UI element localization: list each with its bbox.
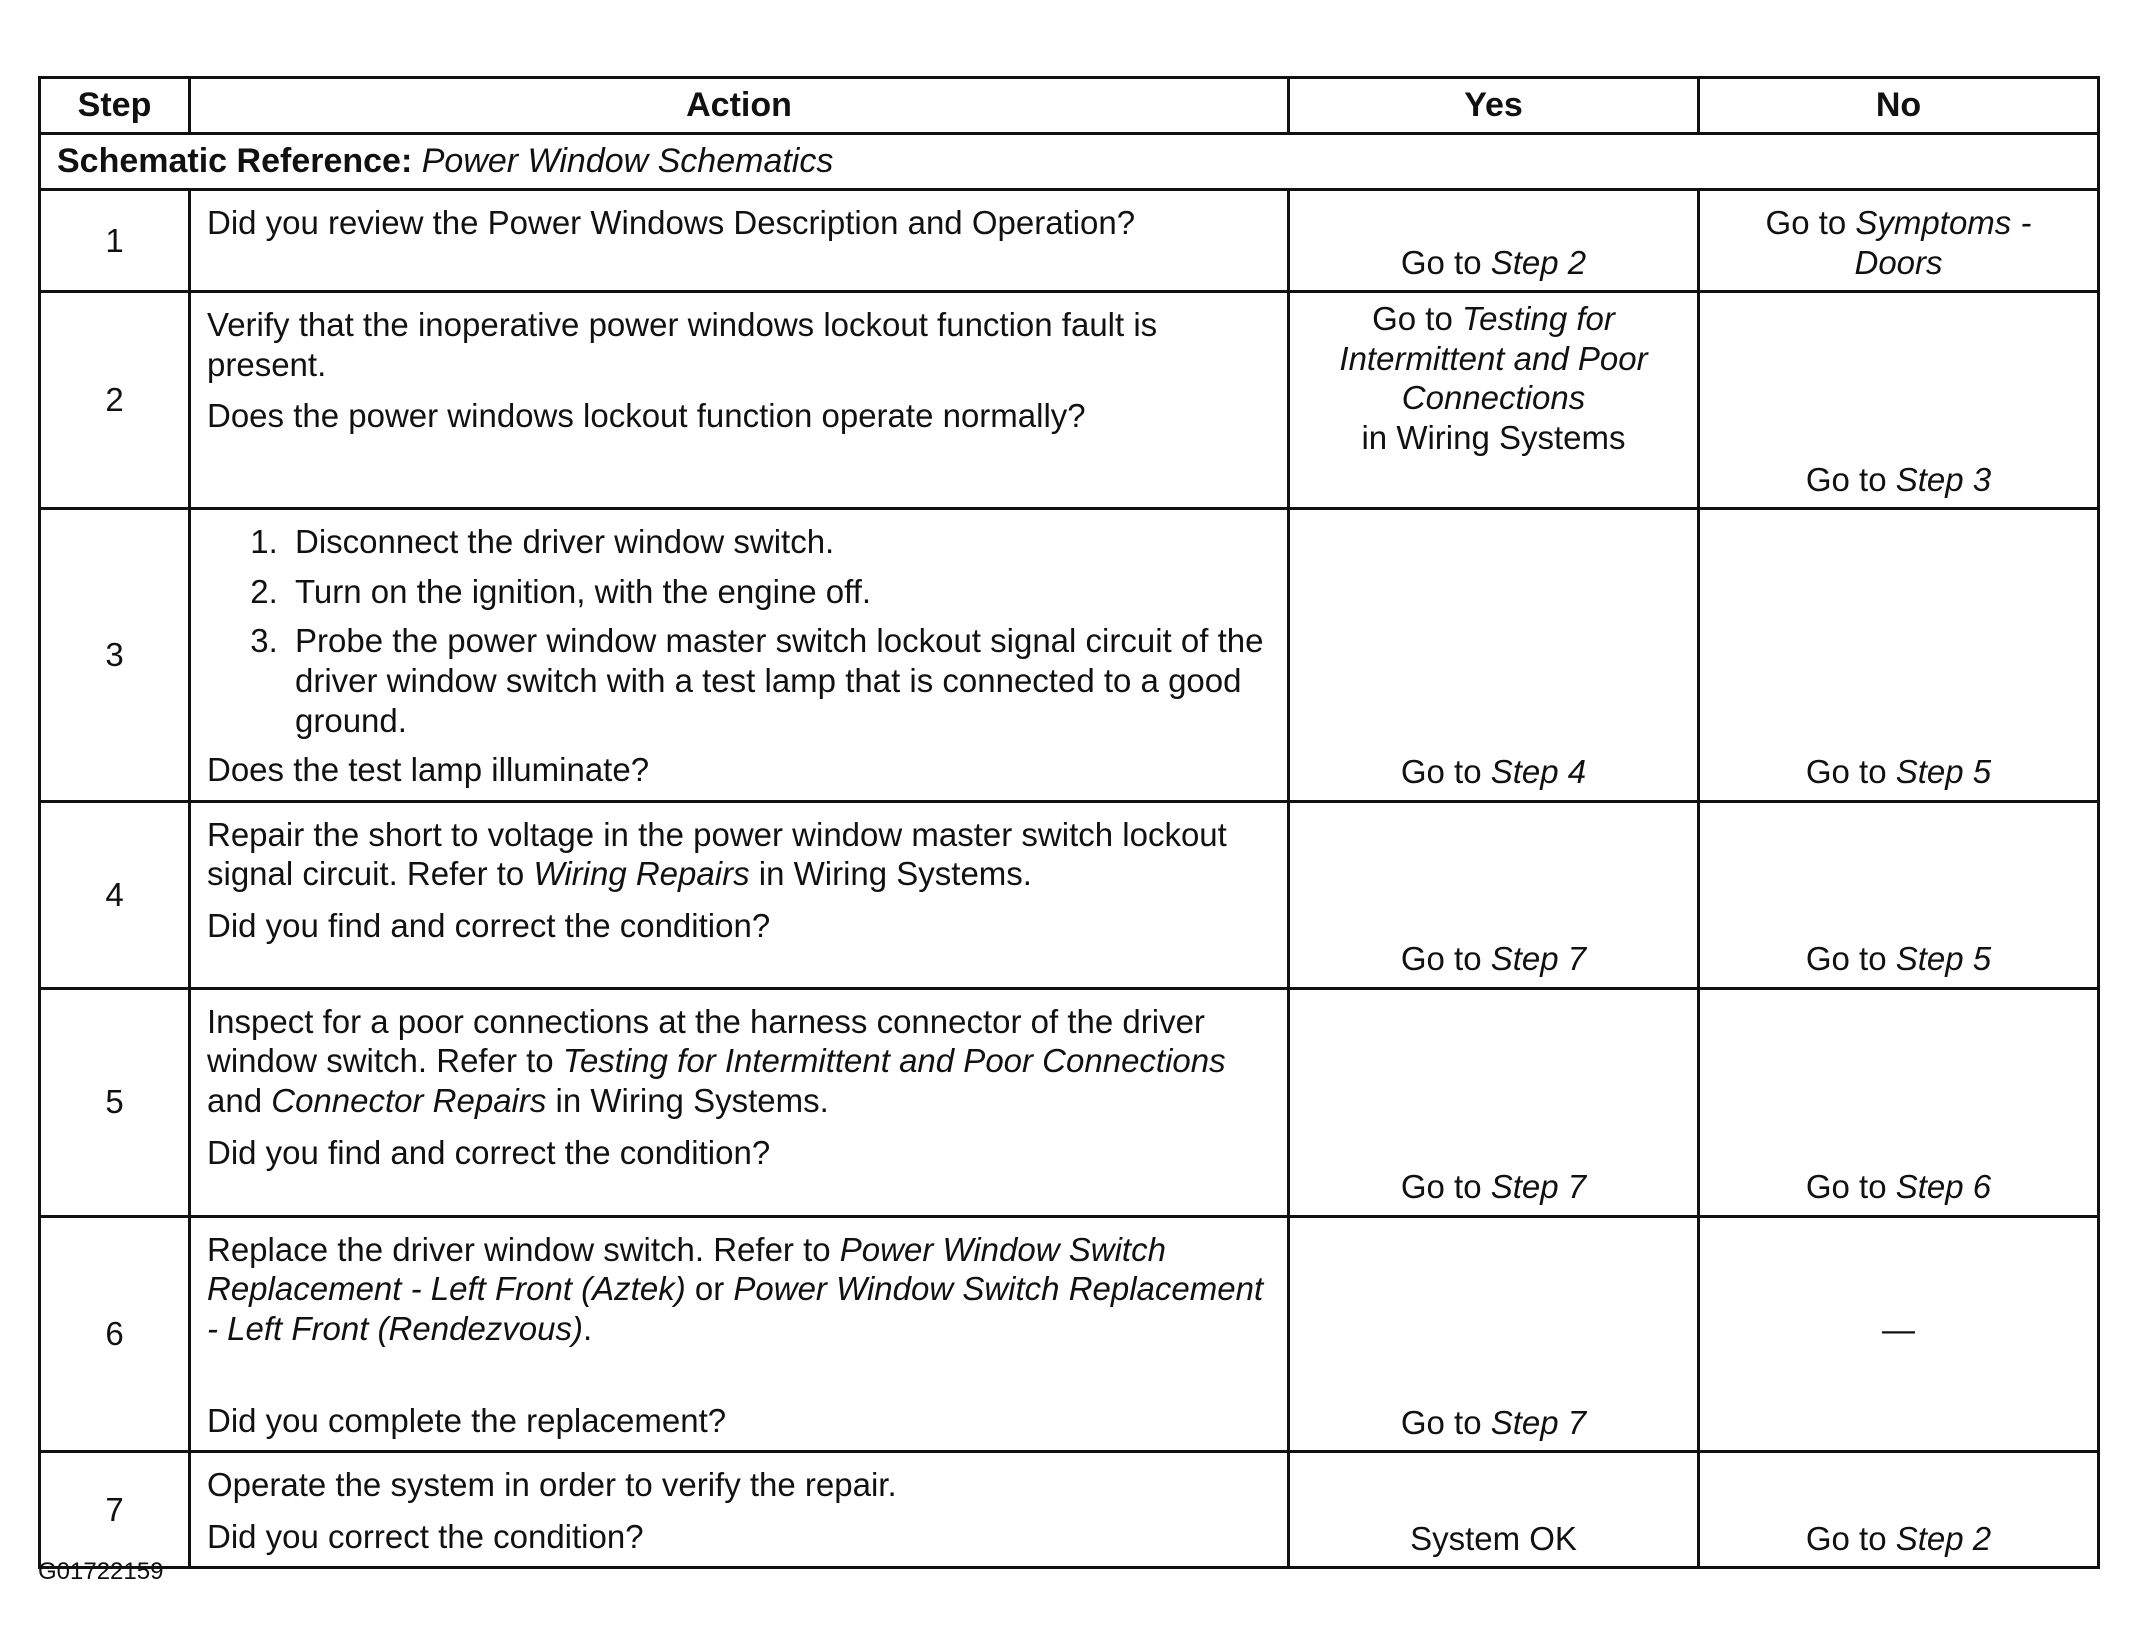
action-cell — [190, 1452, 1289, 1568]
action-question: Did you review the Power Windows Description and Operation? — [207, 204, 1136, 241]
step-number: 2 — [40, 292, 190, 509]
yes-link[interactable]: Step 7 — [1490, 940, 1587, 978]
action-text — [207, 1230, 1271, 1349]
action-text-part: in Wiring Systems. — [749, 855, 1032, 893]
no-link[interactable]: Step 3 — [1895, 460, 1992, 498]
action-cell — [190, 509, 1289, 802]
action-reference-link[interactable]: Wiring Repairs — [533, 855, 750, 893]
table-row — [40, 292, 2099, 509]
action-text — [207, 815, 1271, 894]
yes-prefix: Go to — [1372, 300, 1462, 338]
action-question: Does the test lamp illuminate? — [207, 751, 650, 789]
action-question: Did you find and correct the condition? — [207, 1133, 771, 1171]
action-cell — [190, 801, 1289, 988]
step-number: 5 — [40, 988, 190, 1216]
header-row — [40, 78, 2099, 134]
action-text-part: Replace the driver window switch. Refer to — [207, 1230, 840, 1268]
no-cell — [1699, 1452, 2099, 1568]
no-link[interactable]: Step 2 — [1895, 1519, 1992, 1557]
no-cell: — — [1699, 1216, 2099, 1451]
no-link[interactable]: Step 6 — [1895, 1168, 1992, 1206]
no-prefix: Go to — [1805, 940, 1896, 978]
list-item: 2. Turn on the ignition, with the engine off. — [287, 572, 1271, 612]
action-reference-link[interactable]: Connector Repairs — [271, 1081, 547, 1119]
no-cell — [1699, 190, 2099, 292]
table-row — [40, 190, 2099, 292]
step-number: 1 — [40, 190, 190, 292]
no-cell — [1699, 509, 2099, 802]
action-reference-link[interactable]: Power Window Switch Replacement - Left Front (Aztek) — [207, 1230, 1166, 1308]
action-question: Did you correct the condition? — [207, 1517, 644, 1555]
yes-link[interactable]: Step 7 — [1490, 1168, 1587, 1206]
table-row — [40, 1216, 2099, 1451]
list-item: 1. Disconnect the driver window switch. — [287, 522, 1271, 562]
table-row — [40, 988, 2099, 1216]
no-link[interactable]: Symptoms - Doors — [1854, 204, 2032, 281]
action-text: Operate the system in order to verify the repair. — [207, 1466, 897, 1504]
yes-cell — [1289, 292, 1699, 509]
table-row — [40, 1452, 2099, 1568]
no-link[interactable]: Step 5 — [1895, 753, 1992, 791]
yes-suffix: in Wiring Systems — [1361, 418, 1626, 456]
yes-link[interactable]: Step 2 — [1490, 243, 1587, 281]
action-text — [207, 1002, 1271, 1121]
yes-cell — [1289, 190, 1699, 292]
step-number: 4 — [40, 801, 190, 988]
action-cell — [190, 988, 1289, 1216]
step-number: 7 — [40, 1452, 190, 1568]
header-yes: Yes — [1289, 78, 1699, 134]
action-cell — [190, 190, 1289, 292]
action-text-part: in Wiring Systems. — [546, 1081, 829, 1119]
action-question: Did you complete the replacement? — [207, 1401, 727, 1439]
schematic-reference-link[interactable]: Power Window Schematics — [421, 142, 834, 181]
no-prefix: Go to — [1805, 1168, 1896, 1206]
no-link[interactable]: Step 5 — [1895, 940, 1992, 978]
no-prefix: Go to — [1805, 460, 1896, 498]
yes-link[interactable]: Step 7 — [1490, 1403, 1587, 1441]
action-text-part: . — [583, 1309, 593, 1347]
action-text-part: and — [207, 1081, 272, 1119]
action-text-part: Repair the short to voltage in the power window master switch lockout signal circuit. Refer to — [207, 815, 1227, 893]
yes-prefix: Go to — [1400, 243, 1491, 281]
schematic-reference-label: Schematic Reference: — [57, 142, 413, 181]
no-cell — [1699, 292, 2099, 509]
header-step: Step — [40, 78, 190, 134]
action-reference-link[interactable]: Testing for Intermittent and Poor Connections — [562, 1042, 1226, 1080]
action-question: Did you find and correct the condition? — [207, 906, 771, 944]
table-row — [40, 801, 2099, 988]
yes-cell — [1289, 1216, 1699, 1451]
table-row — [40, 509, 2099, 802]
header-no: No — [1699, 78, 2099, 134]
action-reference-link[interactable]: Power Window Switch Replacement - Left Front (Rendezvous) — [207, 1270, 1264, 1347]
yes-prefix: Go to — [1400, 940, 1491, 978]
action-text: Verify that the inoperative power windows lockout function fault is present. — [207, 306, 1158, 383]
action-cell — [190, 292, 1289, 509]
schematic-reference-row — [40, 134, 2099, 190]
diagnostic-table — [38, 76, 2100, 1569]
yes-link[interactable]: Testing for Intermittent and Poor Connections — [1339, 300, 1648, 417]
no-prefix: Go to — [1765, 204, 1856, 241]
no-prefix: Go to — [1805, 1519, 1896, 1557]
action-question: Does the power windows lockout function operate normally? — [207, 397, 1086, 435]
figure-code: G01722159 — [38, 1558, 164, 1585]
no-cell — [1699, 988, 2099, 1216]
yes-prefix: Go to — [1400, 1403, 1491, 1441]
action-cell — [190, 1216, 1289, 1451]
list-item: 3. Probe the power window master switch lockout signal circuit of the driver window switch with a test lamp that is connected to a good ground. — [287, 621, 1271, 740]
step-number: 3 — [40, 509, 190, 802]
yes-cell: System OK — [1289, 1452, 1699, 1568]
yes-link[interactable]: Step 4 — [1490, 753, 1587, 791]
step-number: 6 — [40, 1216, 190, 1451]
no-cell — [1699, 801, 2099, 988]
header-action: Action — [190, 78, 1289, 134]
no-prefix: Go to — [1805, 753, 1896, 791]
yes-prefix: Go to — [1400, 753, 1491, 791]
yes-cell — [1289, 509, 1699, 802]
action-text-part: or — [685, 1270, 734, 1308]
yes-prefix: Go to — [1400, 1168, 1491, 1206]
yes-cell — [1289, 801, 1699, 988]
action-text-part: Inspect for a poor connections at the harness connector of the driver window switch. Refer to — [207, 1002, 1205, 1080]
action-step-list — [207, 522, 1271, 740]
yes-cell — [1289, 988, 1699, 1216]
